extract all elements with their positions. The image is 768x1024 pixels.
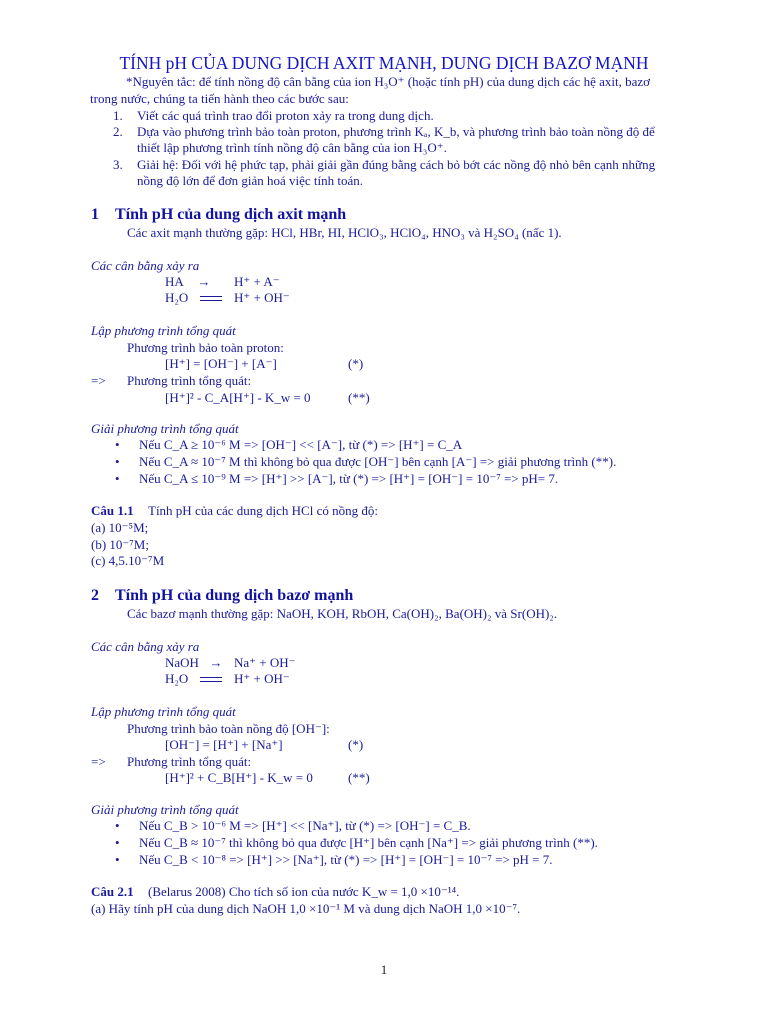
step-text: Giải hệ: Đối với hệ phức tạp, phải giải gần đúng bằng cách bỏ bớt các nồng độ nhỏ bên cạnh những <box>137 157 656 172</box>
general-equation-label: Lập phương trình tổng quát <box>91 704 236 719</box>
arrow-right-icon: → <box>209 655 223 670</box>
list-item: • Nếu C_B > 10⁻⁶ M => [H⁺] << [Na⁺], từ (*) => [OH⁻] = C_B. <box>139 818 471 834</box>
general-equation-label: Lập phương trình tổng quát <box>91 323 236 338</box>
list-item: • Nếu C_A ≤ 10⁻⁹ M => [H⁺] >> [A⁻], từ (*) => [H⁺] = [OH⁻] = 10⁻⁷ => pH= 7. <box>139 471 558 487</box>
equation-tag: (*) <box>348 737 364 752</box>
intro-line-2: trong nước, chúng ta tiến hành theo các bước sau: <box>90 91 349 106</box>
conservation-equation: [OH⁻] = [H⁺] + [Na⁺] <box>165 737 283 752</box>
question-label: Câu 2.1 <box>91 884 134 899</box>
conservation-equation: [H⁺] = [OH⁻] + [A⁻] <box>165 356 277 371</box>
question-text: Tính pH của các dung dịch HCl có nồng độ: <box>148 503 378 518</box>
question-part: (a) Hãy tính pH của dung dịch NaOH 1,0 ×10⁻¹ M và dung dịch NaOH 1,0 ×10⁻⁷. <box>91 901 521 916</box>
equilibria-label: Các cân bằng xảy ra <box>91 258 200 273</box>
strong-bases-list: Các bazơ mạnh thường gặp: NaOH, KOH, RbOH, Ca(OH)₂, Ba(OH)₂ và Sr(OH)₂. <box>127 606 558 621</box>
arrow-right-icon: → <box>197 274 211 289</box>
equation-tag: (*) <box>348 356 364 371</box>
equation-2-right: H⁺ + OH⁻ <box>234 290 290 305</box>
conservation-label: Phương trình bảo toàn proton: <box>127 340 284 355</box>
question-part: (b) 10⁻⁷M; <box>91 537 149 552</box>
equilibrium-arrows-icon <box>194 671 228 687</box>
equilibrium-arrows-icon <box>194 290 228 306</box>
section-1-number: 1 <box>91 206 99 223</box>
list-item: • Nếu C_B ≈ 10⁻⁷ thì không bỏ qua được [H⁺] bên cạnh [Na⁺] => giải phương trình (**). <box>139 835 598 851</box>
list-item: • Nếu C_A ≥ 10⁻⁶ M => [OH⁻] << [A⁻], từ (*) => [H⁺] = C_A <box>139 437 462 453</box>
general-equation-heading: Phương trình tổng quát: <box>127 754 252 769</box>
equation-tag: (**) <box>348 770 370 785</box>
question-part: (c) 4,5.10⁻⁷M <box>91 553 165 568</box>
equation-1-left: NaOH <box>165 655 199 670</box>
general-equation: [H⁺]² + C_B[H⁺] - K_w = 0 <box>165 770 313 785</box>
general-equation: [H⁺]² - C_A[H⁺] - K_w = 0 <box>165 390 311 405</box>
equation-1-right: Na⁺ + OH⁻ <box>234 655 296 670</box>
conservation-label: Phương trình bảo toàn nồng độ [OH⁻]: <box>127 721 330 736</box>
step-text-continued: thiết lập phương trình tính nồng độ cân bằng của ion H₃O⁺. <box>137 140 447 155</box>
question-part: (a) 10⁻⁵M; <box>91 520 149 535</box>
step-text: Dựa vào phương trình bảo toàn proton, phương trình Kₐ, K_b, và phương trình bảo toàn nồng độ để <box>137 124 655 139</box>
implies-symbol: => <box>91 373 106 388</box>
equation-1-left: HA <box>165 274 184 289</box>
page-title: TÍNH pH CỦA DUNG DỊCH AXIT MẠNH, DUNG DỊCH BAZƠ MẠNH <box>119 53 649 73</box>
solve-label: Giải phương trình tổng quát <box>91 802 239 817</box>
list-item: • Nếu C_B < 10⁻⁸ => [H⁺] >> [Na⁺], từ (*) => [H⁺] = [OH⁻] = 10⁻⁷ => pH = 7. <box>139 852 553 868</box>
section-2-heading: Tính pH của dung dịch bazơ mạnh <box>115 587 354 604</box>
implies-symbol: => <box>91 754 106 769</box>
equation-2-right: H⁺ + OH⁻ <box>234 671 290 686</box>
section-2-number: 2 <box>91 587 99 604</box>
list-item: • Nếu C_A ≈ 10⁻⁷ M thì không bỏ qua được [OH⁻] bên cạnh [A⁻] => giải phương trình (**). <box>139 454 616 470</box>
question-label: Câu 1.1 <box>91 503 134 518</box>
solve-label: Giải phương trình tổng quát <box>91 421 239 436</box>
step-text-continued: nồng độ lớn để đơn giản hoá việc tính toán. <box>137 173 364 188</box>
step-text: Viết các quá trình trao đổi proton xảy ra trong dung dịch. <box>137 108 434 123</box>
page-number: 1 <box>380 962 388 977</box>
equation-1-right: H⁺ + A⁻ <box>234 274 280 289</box>
equation-tag: (**) <box>348 390 370 405</box>
intro-line-1: *Nguyên tắc: để tính nồng độ cân bằng của ion H₃O⁺ (hoặc tính pH) của dung dịch các hệ axit, bazơ <box>126 74 651 89</box>
equation-2-left: H₂O <box>165 290 189 305</box>
general-equation-heading: Phương trình tổng quát: <box>127 373 252 388</box>
step-number: 3. <box>113 157 123 172</box>
question-text: (Belarus 2008) Cho tích số ion của nước K_w = 1,0 ×10⁻¹⁴. <box>148 884 460 899</box>
strong-acids-list: Các axit mạnh thường gặp: HCl, HBr, HI, HClO₃, HClO₄, HNO₃ và H₂SO₄ (nấc 1). <box>127 225 562 240</box>
step-number: 2. <box>113 124 123 139</box>
equilibria-label: Các cân bằng xảy ra <box>91 639 200 654</box>
step-number: 1. <box>113 108 123 123</box>
equation-2-left: H₂O <box>165 671 189 686</box>
section-1-heading: Tính pH của dung dịch axit mạnh <box>115 206 347 223</box>
